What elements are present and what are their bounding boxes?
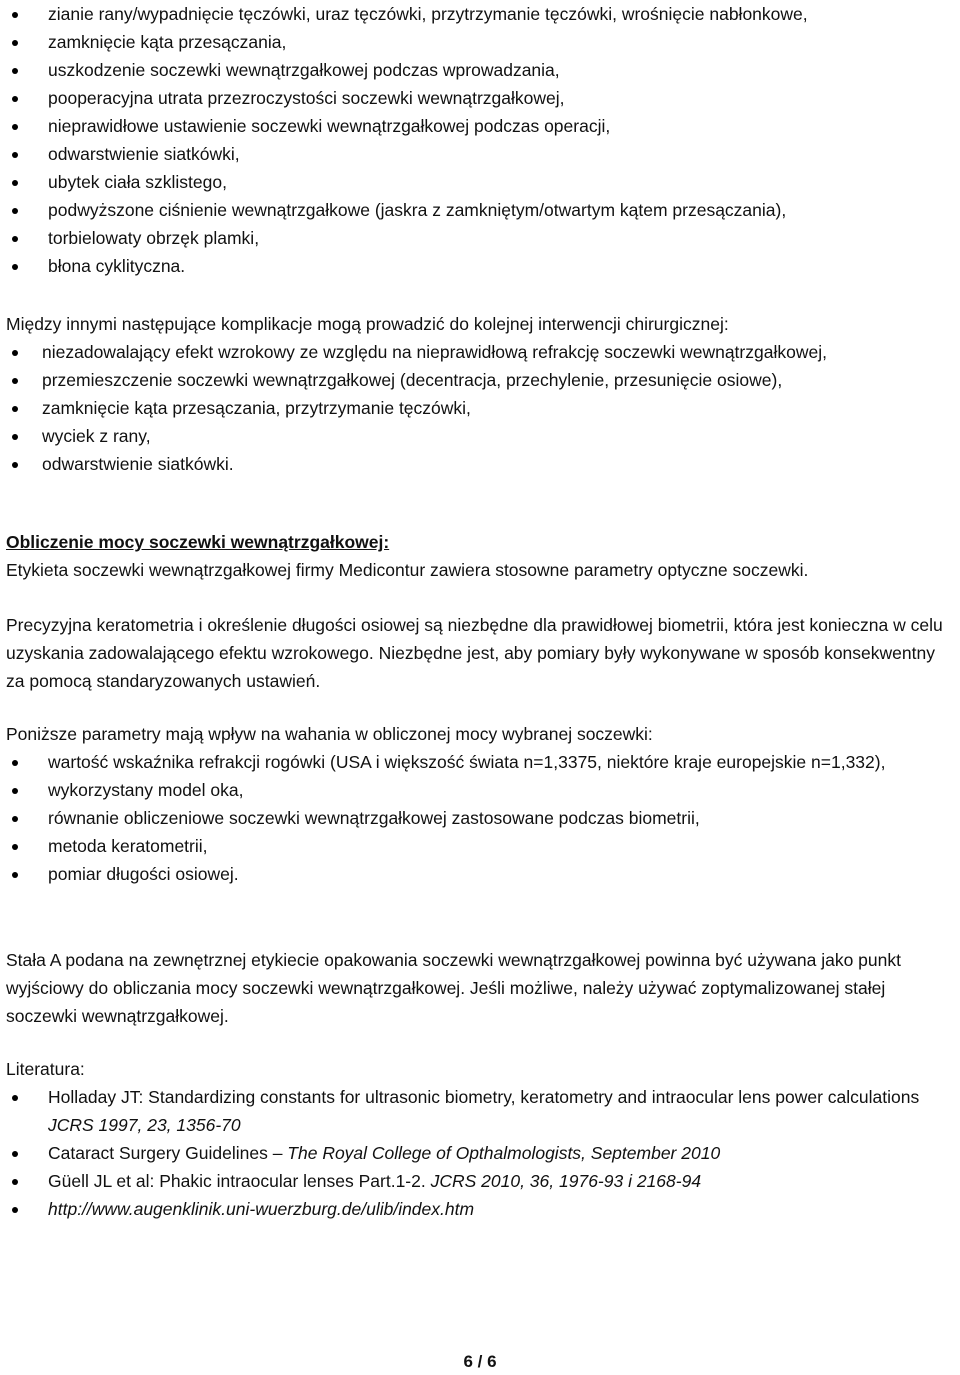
list-item-text: niezadowalający efekt wzrokowy ze względu na nieprawidłową refrakcję soczewki wewnątrzgałkowej, — [42, 342, 827, 362]
calc-section — [6, 528, 956, 584]
list-item — [6, 112, 956, 140]
constant-section — [6, 946, 956, 1030]
bullet-icon — [12, 462, 18, 468]
list-item-text: błona cyklityczna. — [48, 256, 186, 276]
list-item — [6, 224, 956, 252]
list-item-text: pooperacyjna utrata przezroczystości soczewki wewnątrzgałkowej, — [48, 88, 565, 108]
list-item — [6, 422, 956, 450]
list-item — [6, 28, 956, 56]
list-item — [6, 860, 956, 888]
list-item-text: równanie obliczeniowe soczewki wewnątrzgałkowej zastosowane podczas biometrii, — [48, 808, 700, 828]
list-item — [6, 776, 956, 804]
bullet-icon — [12, 1095, 18, 1101]
bullet-icon — [12, 844, 18, 850]
bullet-icon — [12, 152, 18, 158]
list-item-text: nieprawidłowe ustawienie soczewki wewnątrzgałkowej podczas operacji, — [48, 116, 611, 136]
page-number: 6 / 6 — [463, 1352, 497, 1371]
reference-text: Güell JL et al: Phakic intraocular lenses Part.1-2. — [48, 1171, 431, 1191]
list-item — [6, 394, 956, 422]
reference-citation: The Royal College of Opthalmologists, September 2010 — [287, 1143, 721, 1163]
bullet-icon — [12, 264, 18, 270]
list-item-text: zamknięcie kąta przesączania, przytrzymanie tęczówki, — [42, 398, 471, 418]
list-item-text: przemieszczenie soczewki wewnątrzgałkowej (decentracja, przechylenie, przesunięcie osiowe), — [42, 370, 783, 390]
reference-item — [6, 1139, 956, 1167]
reference-item — [6, 1195, 956, 1223]
calc-heading: Obliczenie mocy soczewki wewnątrzgałkowej: — [6, 532, 390, 552]
reference-item — [6, 1167, 956, 1195]
list-item-text: metoda keratometrii, — [48, 836, 208, 856]
bullet-icon — [12, 40, 18, 46]
list-item — [6, 450, 956, 478]
bullet-icon — [12, 96, 18, 102]
bullet-icon — [12, 406, 18, 412]
reintervention-intro: Między innymi następujące komplikacje mogą prowadzić do kolejnej interwencji chirurgicznej: — [6, 314, 729, 334]
list-item-text: odwarstwienie siatkówki, — [48, 144, 240, 164]
bullet-icon — [12, 760, 18, 766]
params-section — [6, 720, 956, 888]
list-item — [6, 366, 956, 394]
reference-text: Cataract Surgery Guidelines – — [48, 1143, 288, 1163]
list-item-text: ubytek ciała szklistego, — [48, 172, 227, 192]
bullet-icon — [12, 180, 18, 186]
list-item — [6, 0, 956, 28]
list-item-text: uszkodzenie soczewki wewnątrzgałkowej podczas wprowadzania, — [48, 60, 560, 80]
reference-link[interactable]: http://www.augenklinik.uni-wuerzburg.de/ulib/index.htm — [48, 1199, 475, 1219]
bullet-icon — [12, 124, 18, 130]
reference-text: Holladay JT: Standardizing constants for ultrasonic biometry, keratometry and intraocular lens power calculations — [48, 1087, 920, 1107]
list-item-text: pomiar długości osiowej. — [48, 864, 239, 884]
precision-section — [6, 611, 956, 695]
bullet-icon — [12, 68, 18, 74]
bullet-icon — [12, 350, 18, 356]
constant-text: Stała A podana na zewnętrznej etykiecie opakowania soczewki wewnątrzgałkowej powinna być używana jako punkt wyjściowy do obliczania mocy soczewki wewnątrzgałkowej. Jeśli możliwe, należy używać zoptymalizowanej stałej soczewki wewnątrzgałkowej. — [6, 950, 901, 1026]
reference-citation: JCRS 2010, 36, 1976-93 i 2168-94 — [430, 1171, 702, 1191]
references-list — [6, 1083, 956, 1223]
list-item — [6, 84, 956, 112]
params-list — [6, 748, 956, 888]
list-item-text: podwyższone ciśnienie wewnątrzgałkowe (jaskra z zamkniętym/otwartym kątem przesączania), — [48, 200, 787, 220]
calc-text: Etykieta soczewki wewnątrzgałkowej firmy Medicontur zawiera stosowne parametry optyczne soczewki. — [6, 560, 809, 580]
complications-list-1 — [6, 0, 956, 280]
list-item-text: wartość wskaźnika refrakcji rogówki (USA i większość świata n=1,3375, niektóre kraje europejskie n=1,332), — [48, 752, 886, 772]
bullet-icon — [12, 208, 18, 214]
reference-item — [6, 1083, 956, 1139]
bullet-icon — [12, 816, 18, 822]
bullet-icon — [12, 1179, 18, 1185]
list-item — [6, 804, 956, 832]
precision-text: Precyzyjna keratometria i określenie długości osiowej są niezbędne dla prawidłowej biometrii, która jest konieczna w celu uzyskania zadowalającego efektu wzrokowego. Niezbędne jest, aby pomiary były wykonywane w sposób konsekwentny za pomocą standaryzowanych ustawień. — [6, 615, 943, 691]
params-intro: Poniższe parametry mają wpływ na wahania w obliczonej mocy wybranej soczewki: — [6, 724, 653, 744]
list-item — [6, 252, 956, 280]
bullet-icon — [12, 872, 18, 878]
reintervention-section — [6, 310, 956, 478]
bullet-icon — [12, 1207, 18, 1213]
literature-heading: Literatura: — [6, 1059, 85, 1079]
list-item-text: zamknięcie kąta przesączania, — [48, 32, 287, 52]
list-item — [6, 168, 956, 196]
bullet-icon — [12, 1151, 18, 1157]
list-item — [6, 196, 956, 224]
bullet-icon — [12, 788, 18, 794]
list-item-text: zianie rany/wypadnięcie tęczówki, uraz tęczówki, przytrzymanie tęczówki, wrośnięcie nabłonkowe, — [48, 4, 808, 24]
list-item — [6, 832, 956, 860]
complications-list-1-section — [6, 0, 956, 280]
bullet-icon — [12, 434, 18, 440]
list-item-text: wykorzystany model oka, — [48, 780, 244, 800]
list-item — [6, 748, 956, 776]
list-item — [6, 140, 956, 168]
complications-list-2 — [6, 338, 956, 478]
list-item — [6, 56, 956, 84]
reference-citation: JCRS 1997, 23, 1356-70 — [48, 1115, 241, 1135]
bullet-icon — [12, 236, 18, 242]
list-item-text: wyciek z rany, — [42, 426, 151, 446]
list-item — [6, 338, 956, 366]
list-item-text: odwarstwienie siatkówki. — [42, 454, 234, 474]
list-item-text: torbielowaty obrzęk plamki, — [48, 228, 260, 248]
bullet-icon — [12, 378, 18, 384]
bullet-icon — [12, 12, 18, 18]
literature-section — [6, 1055, 956, 1223]
